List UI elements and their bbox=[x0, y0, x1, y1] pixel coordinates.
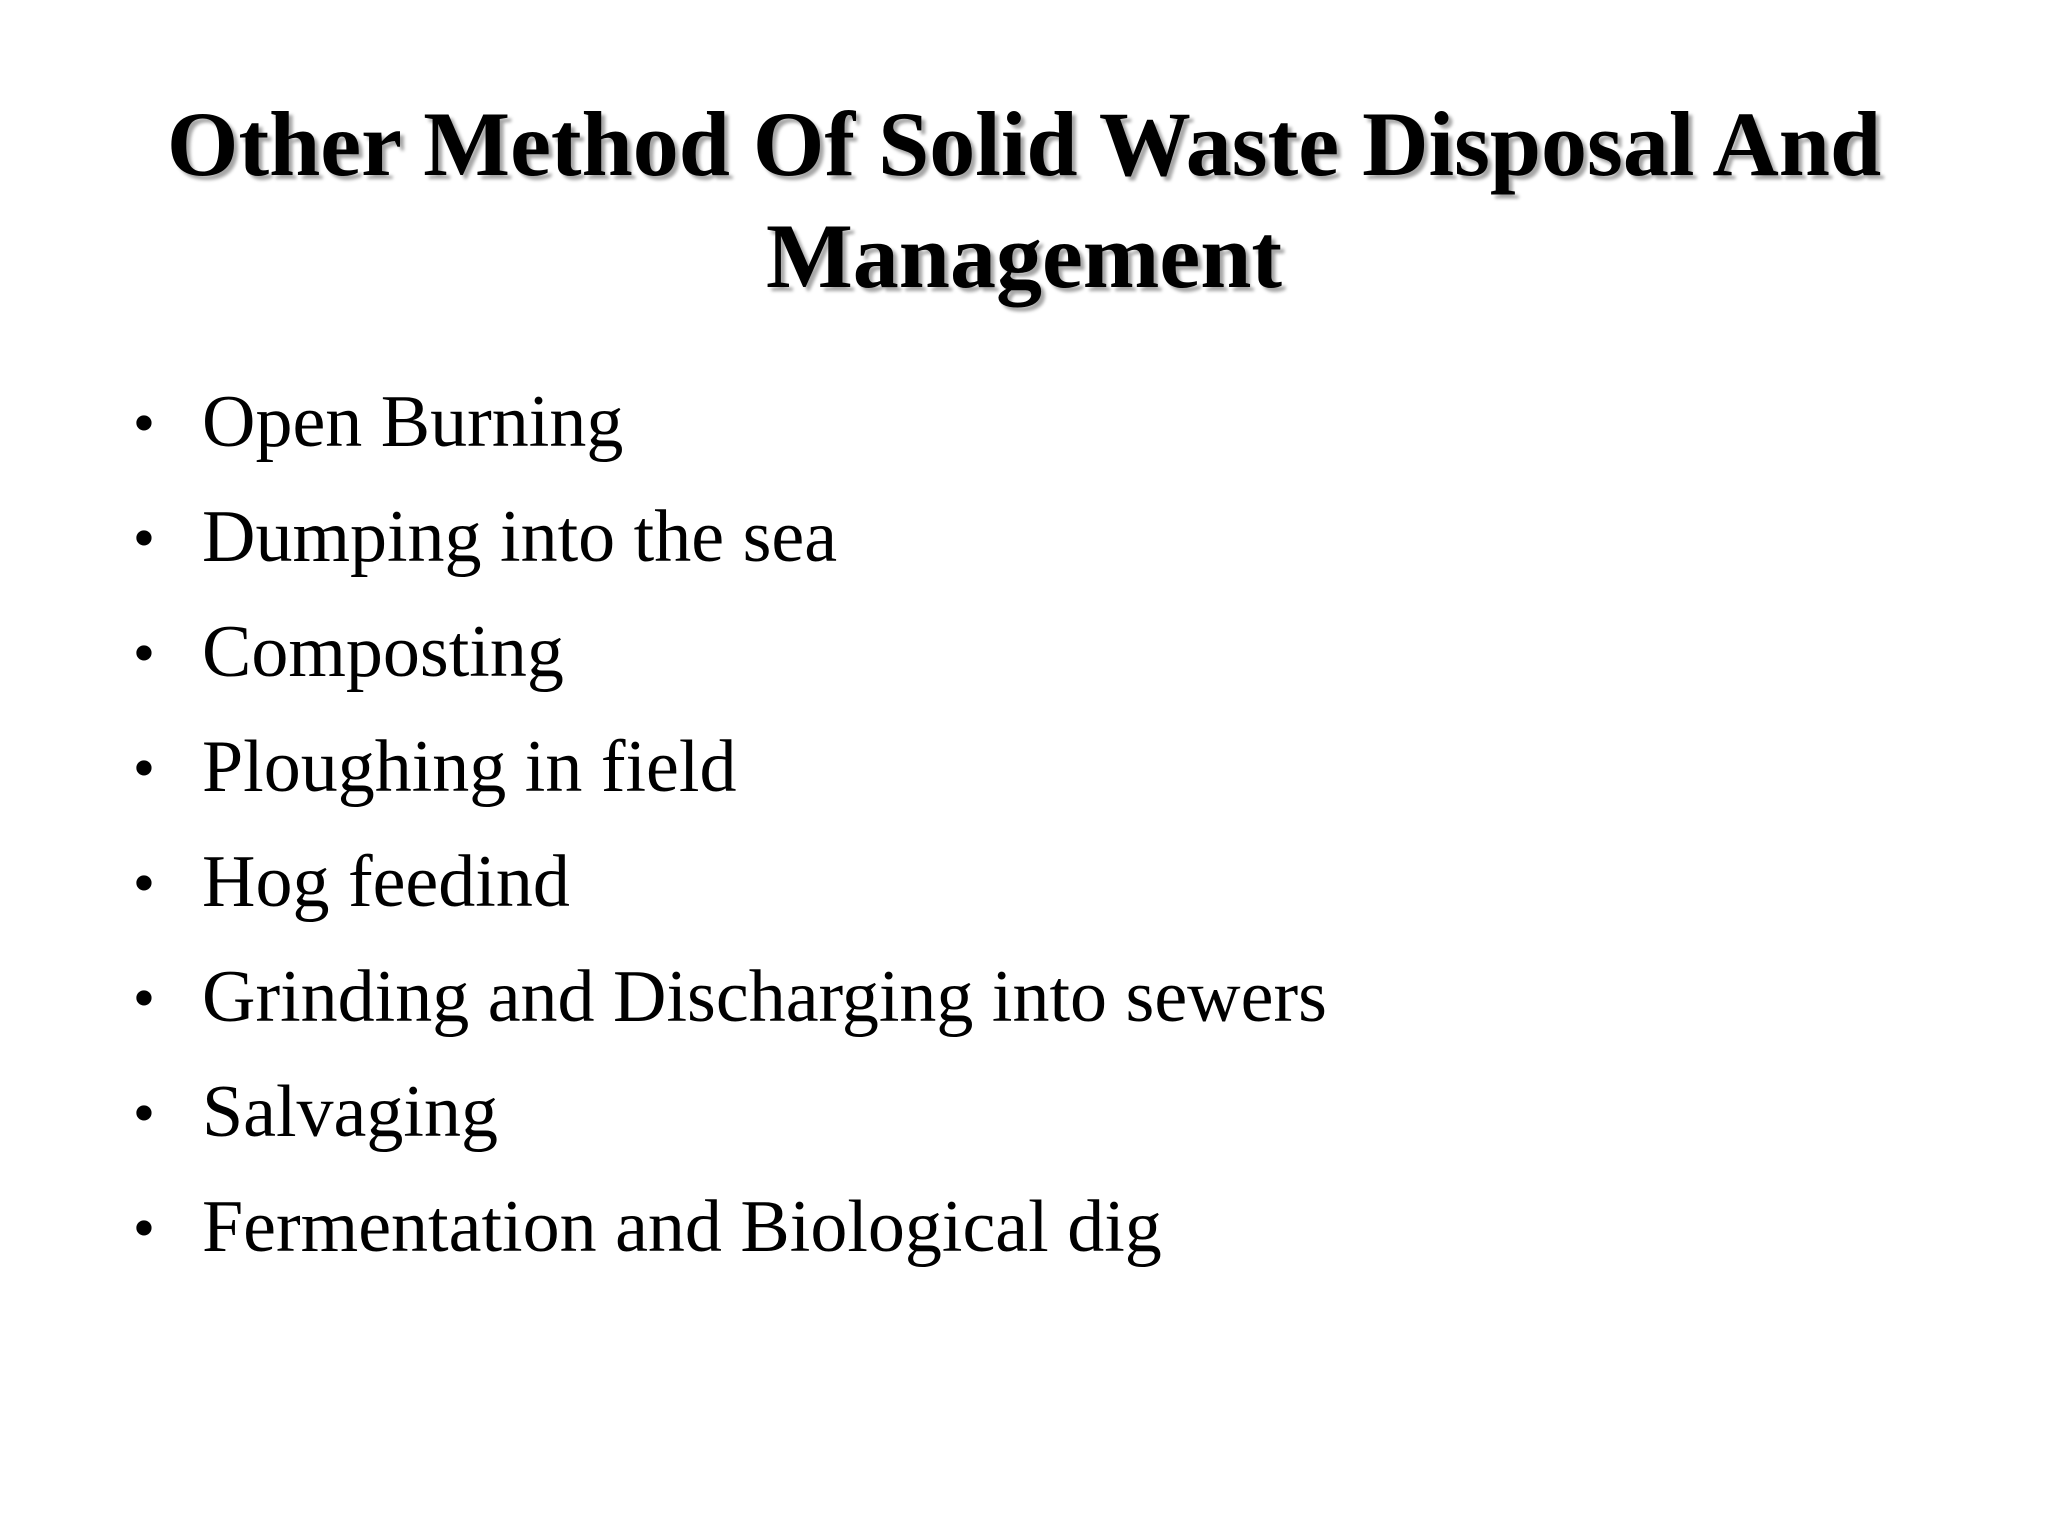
list-item-text: Hog feedind bbox=[202, 841, 570, 923]
list-item bbox=[124, 825, 1924, 940]
bullet-icon: • bbox=[132, 387, 156, 458]
list-item bbox=[124, 480, 1924, 595]
bullet-icon: • bbox=[132, 502, 156, 573]
list-item bbox=[124, 1170, 1924, 1285]
list-item bbox=[124, 365, 1924, 480]
list-item-text: Dumping into the sea bbox=[202, 496, 838, 578]
list-item bbox=[124, 595, 1924, 710]
list-item-text: Grinding and Discharging into sewers bbox=[202, 956, 1327, 1038]
list-item bbox=[124, 1055, 1924, 1170]
bullet-icon: • bbox=[132, 1077, 156, 1148]
list-item-text: Open Burning bbox=[202, 381, 624, 463]
bullet-icon: • bbox=[132, 732, 156, 803]
bullet-icon: • bbox=[132, 1192, 156, 1263]
list-item bbox=[124, 710, 1924, 825]
list-item-text: Salvaging bbox=[202, 1071, 498, 1153]
slide-title: Other Method Of Solid Waste Disposal And Management bbox=[166, 93, 1882, 307]
bullet-list bbox=[124, 365, 1924, 1285]
list-item bbox=[124, 940, 1924, 1055]
list-item-text: Fermentation and Biological dig bbox=[202, 1186, 1162, 1268]
list-item-text: Composting bbox=[202, 611, 564, 693]
bullet-icon: • bbox=[132, 847, 156, 918]
bullet-icon: • bbox=[132, 617, 156, 688]
bullet-icon: • bbox=[132, 962, 156, 1033]
list-item-text: Ploughing in field bbox=[202, 726, 737, 808]
